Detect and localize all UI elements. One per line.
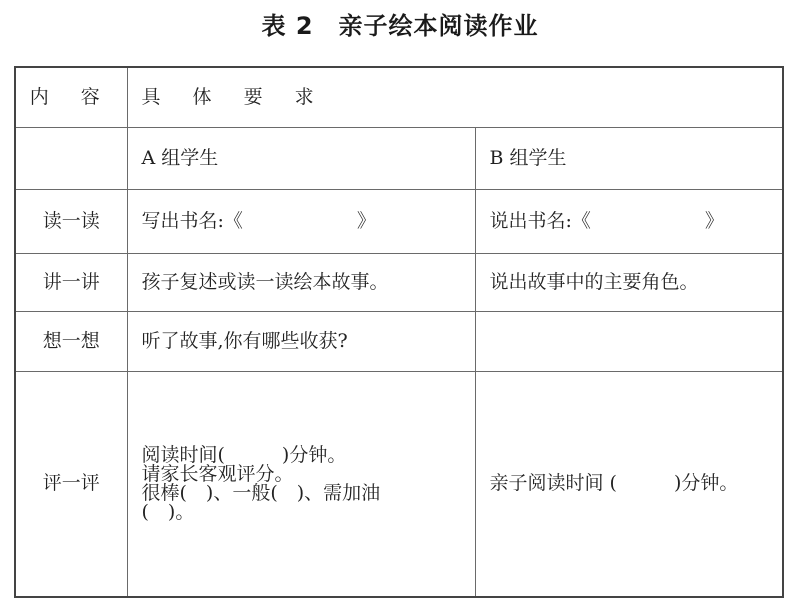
think-a-cell: 听了故事,你有哪些收获? — [127, 311, 475, 371]
homework-table — [14, 66, 784, 598]
header-requirements-text: 具 体 要 求 — [141, 85, 327, 108]
reading-time-line: 阅读时间( )分钟。 — [141, 443, 347, 466]
row-label-read: 读一读 — [15, 189, 127, 253]
think-b-cell — [475, 311, 783, 371]
row-label-think: 想一想 — [15, 311, 127, 371]
table-header-row — [15, 67, 783, 127]
group-row-blank-cell — [15, 127, 127, 189]
tell-b-cell: 说出故事中的主要角色。 — [475, 253, 783, 311]
row-label-tell: 讲一讲 — [15, 253, 127, 311]
rating-options-continued-line: ( )。 — [141, 500, 195, 523]
table-row — [15, 189, 783, 253]
table-row — [15, 371, 783, 597]
read-b-cell: 说出书名:《 》 — [475, 189, 783, 253]
tell-a-cell: 孩子复述或读一读绘本故事。 — [127, 253, 475, 311]
rating-options-line: 很棒( )、一般( )、需加油 — [141, 481, 381, 504]
table-row — [15, 253, 783, 311]
group-a-header: A 组学生 — [127, 127, 475, 189]
evaluate-a-cell — [127, 371, 475, 597]
table-row — [15, 311, 783, 371]
row-label-evaluate: 评一评 — [15, 371, 127, 597]
evaluate-b-cell: 亲子阅读时间 ( )分钟。 — [475, 371, 783, 597]
header-requirements-cell — [127, 67, 783, 127]
group-b-header: B 组学生 — [475, 127, 783, 189]
header-content-text: 内 容 — [29, 85, 113, 108]
group-row — [15, 127, 783, 189]
page-title: 表 2 亲子绘本阅读作业 — [261, 12, 539, 40]
parent-score-line: 请家长客观评分。 — [141, 462, 294, 485]
read-a-cell: 写出书名:《 》 — [127, 189, 475, 253]
header-content-label — [15, 67, 127, 127]
